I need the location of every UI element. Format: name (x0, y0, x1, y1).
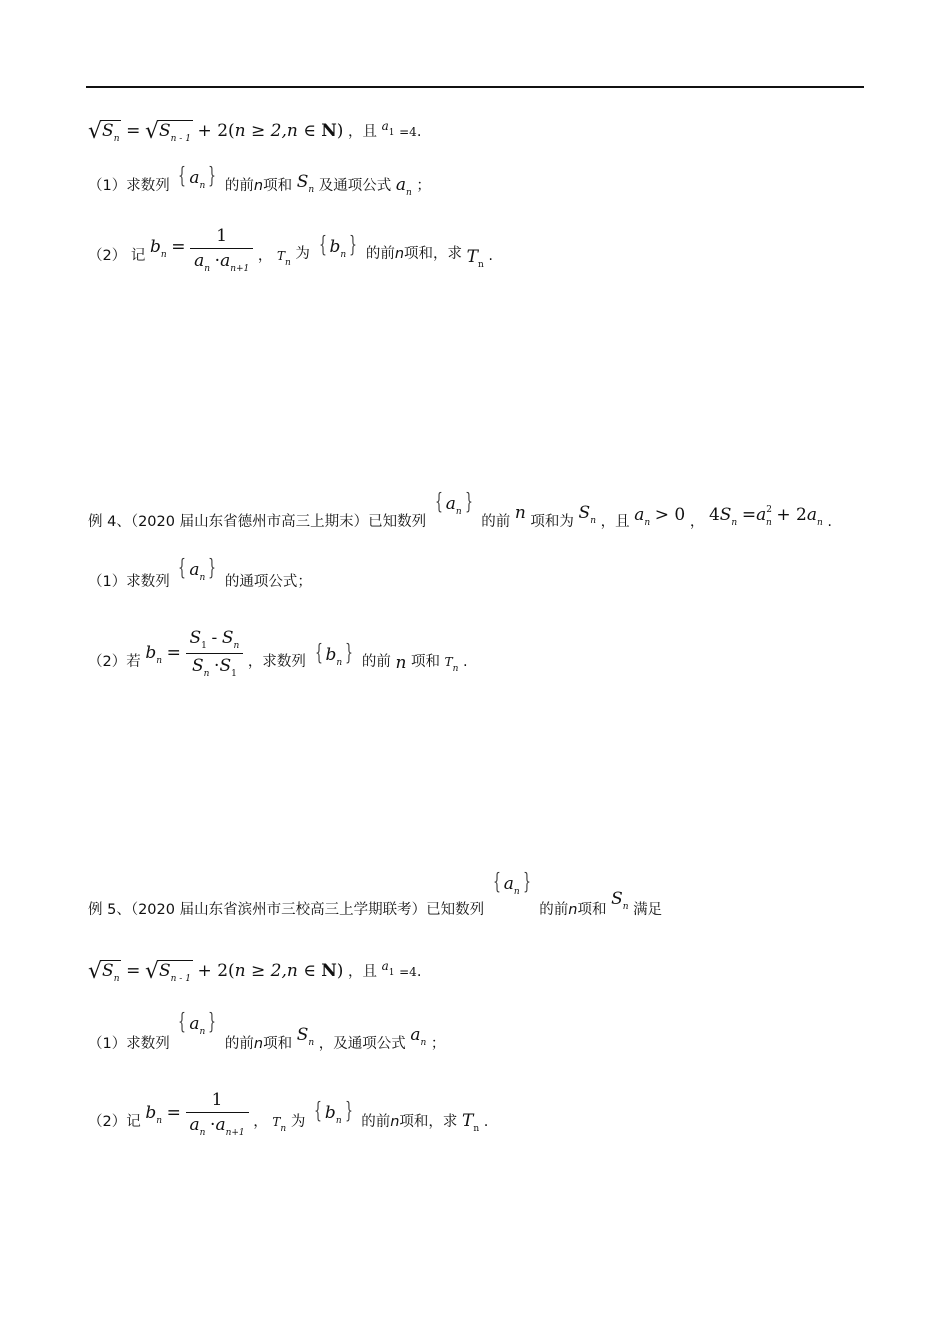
example-4-part2: （2）若 $b_n$ = $\frac{S_1 - S_n}{S_n \cdot S_1}$ ，求数列 { $b_n$ } 的前 n 项和 $T_n$ . (88, 628, 468, 679)
part-label: （1）求数列 (88, 178, 170, 194)
cont-part1: （1）求数列 { $a_n$ } 的前n项和 $S_n$ 及通项公式 $a_n$ ； (88, 164, 431, 198)
cont-condition-line: $√S_n = √S_{n - 1} + 2(n \ge 2,n$ ∈ N) ，且 $a_1 =4$. (88, 119, 422, 144)
example-5-condition-line: $√S_n = √S_{n - 1} + 2(n \ge 2,n$ ∈ N) ，且 $a_1 =4$. (88, 959, 422, 984)
fraction-bn-ex5: $\frac{1}{a_n \cdot a_{n+1}}$ (186, 1090, 249, 1138)
example-4-title: 例 4、（2020 届山东省德州市高三上期末）已知数列 { $a_n$ } 的前 n 项和为 $S_n$ ，且 $a_n > 0$ ， $4S_n =a^2_n + 2a_n$ . (88, 490, 832, 530)
example-5-part1: （1）求数列 { $a_n$ } 的前n项和 $S_n$ ，及通项公式 $a_n$ ； (88, 1010, 446, 1052)
example-5-title: 例 5、（2020 届山东省滨州市三校高三上学期联考）已知数列 { $a_n$ } 的前n项和 $S_n$ 满足 (88, 870, 663, 918)
sqrt-sn: $√S_n$ (88, 119, 120, 144)
example-5-part2: （2）记 $b_n$ = $\frac{1}{a_n \cdot a_{n+1}}$ ， $T_n$ 为 { $b_n$ } 的前n项和，求 $T_n$ . (88, 1090, 489, 1138)
example-4-part1: （1）求数列 { $a_n$ } 的通项公式； (88, 556, 312, 590)
fraction-bn: $\frac{1}{a_n \cdot a_{n+1}}$ (190, 226, 253, 274)
header-rule (86, 86, 864, 88)
fraction-bn-ex4: $\frac{S_1 - S_n}{S_n \cdot S_1}$ (186, 628, 244, 679)
sqrt-sn-1: $√S_{n - 1}$ (144, 119, 191, 144)
cont-part2: （2） 记 $b_n$ = $\frac{1}{a_n \cdot a_{n+1}}$ ， $T_n$ 为 { $b_n$ } 的前n项和，求 $T_n$ . (88, 226, 493, 274)
